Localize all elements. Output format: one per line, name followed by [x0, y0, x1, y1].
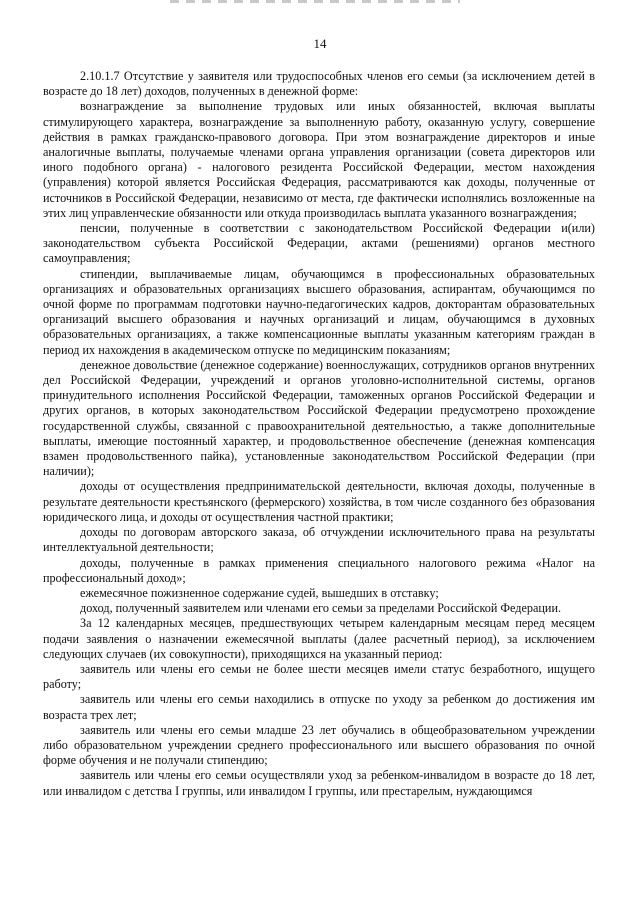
paragraph-care-for-disabled: заявитель или члены его семьи осуществляли уход за ребенком-инвалидом в возрасте до 18 лет, или инвалидом с детства I группы, или инвалидом I группы, или престарелым, нуждающимся — [43, 768, 595, 798]
paragraph-retired-judges: ежемесячное пожизненное содержание судей, вышедших в отставку; — [80, 585, 439, 600]
paragraph-author-contracts: доходы по договорам авторского заказа, об отчуждении исключительного права на результаты интеллектуальной деятельности; — [43, 525, 595, 555]
paragraph-full-time-students: заявитель или члены его семьи младше 23 лет обучались в общеобразовательном учреждении либо образовательном учреждении среднего профессионального или высшего образования по очной форме обучения и не получали стипендию; — [43, 722, 595, 768]
paragraph-unemployed-status: заявитель или члены его семьи не более шести месяцев имели статус безработного, ищущего работу; — [43, 661, 595, 692]
document-body — [43, 69, 595, 799]
scan-artifact-marks — [170, 0, 460, 3]
paragraph-section-2-10-1-7: 2.10.1.7 Отсутствие у заявителя или трудоспособных членов его семьи (за исключением детей в возрасте до 18 лет) доходов, полученных в денежной форме: — [43, 69, 595, 99]
paragraph-labor-remuneration: вознаграждение за выполнение трудовых или иных обязанностей, включая выплаты стимулирующего характера, вознаграждение за выполненную работу, оказанную услугу, совершение действия в рамках гражданско-правового договора. При этом вознаграждение директоров и иные аналогичные выплаты, получаемые членами органа управления организации (совета директоров или иного подобного органа) - налогового резидента Российской Федерации, местом нахождения (управления) которой является Российская Федерация, рассматриваются как доходы, полученные от источников в Российской Федерации, независимо от места, где фактически исполнялись возложенные на этих лиц управленческие обязанности или откуда производилась выплата указанного вознаграждения; — [43, 99, 595, 220]
paragraph-military-allowance: денежное довольствие (денежное содержание) военнослужащих, сотрудников органов внутренних дел Российской Федерации, учреждений и органов уголовно-исполнительной системы, органов принудительного исполнения Российской Федерации, таможенных органов Российской Федерации и других органов, в которых законодательством Российской Федерации предусмотрено прохождение государственной службы, связанной с правоохранительной деятельностью, а также дополнительные выплаты, имеющие постоянный характер, и продовольственное обеспечение (денежная компенсация взамен продовольственного пайка), установленные законодательством Российской Федерации (при наличии); — [43, 357, 595, 479]
paragraph-parental-leave: заявитель или члены его семьи находились в отпуске по уходу за ребенком до достижения им возраста трех лет; — [43, 692, 595, 722]
paragraph-calculation-period: За 12 календарных месяцев, предшествующих четырем календарным месяцам перед месяцем подачи заявления о назначении ежемесячной выплаты (далее расчетный период), за исключением следующих случаев (их совокупности), приходящихся на указанный период: — [43, 616, 595, 661]
paragraph-foreign-income: доход, полученный заявителем или членами его семьи за пределами Российской Федерации. — [80, 601, 562, 616]
paragraph-professional-income-tax: доходы, полученные в рамках применения специального налогового режима «Налог на профессиональный доход»; — [43, 555, 595, 585]
paragraph-scholarships: стипендии, выплачиваемые лицам, обучающимся в профессиональных образовательных организациях и образовательных организациях высшего образования, аспирантам, обучающимся по очной форме по программам подготовки научно-педагогических кадров, докторантам образовательных организаций высшего образования и научных организаций и лицам, обучающимся в духовных образовательных организациях, а также компенсационные выплаты указанным категориям граждан в период их нахождения в академическом отпуске по медицинским показаниям; — [43, 266, 595, 357]
page-number: 14 — [313, 36, 327, 51]
paragraph-pensions: пенсии, полученные в соответствии с законодательством Российской Федерации и(или) законодательством субъекта Российской Федерации, актами (решениями) органов местного самоуправления; — [43, 221, 595, 266]
paragraph-business-income: доходы от осуществления предпринимательской деятельности, включая доходы, полученные в результате деятельности крестьянского (фермерского) хозяйства, в том числе созданного без образования юридического лица, и доходы от осуществления частной практики; — [43, 479, 595, 524]
